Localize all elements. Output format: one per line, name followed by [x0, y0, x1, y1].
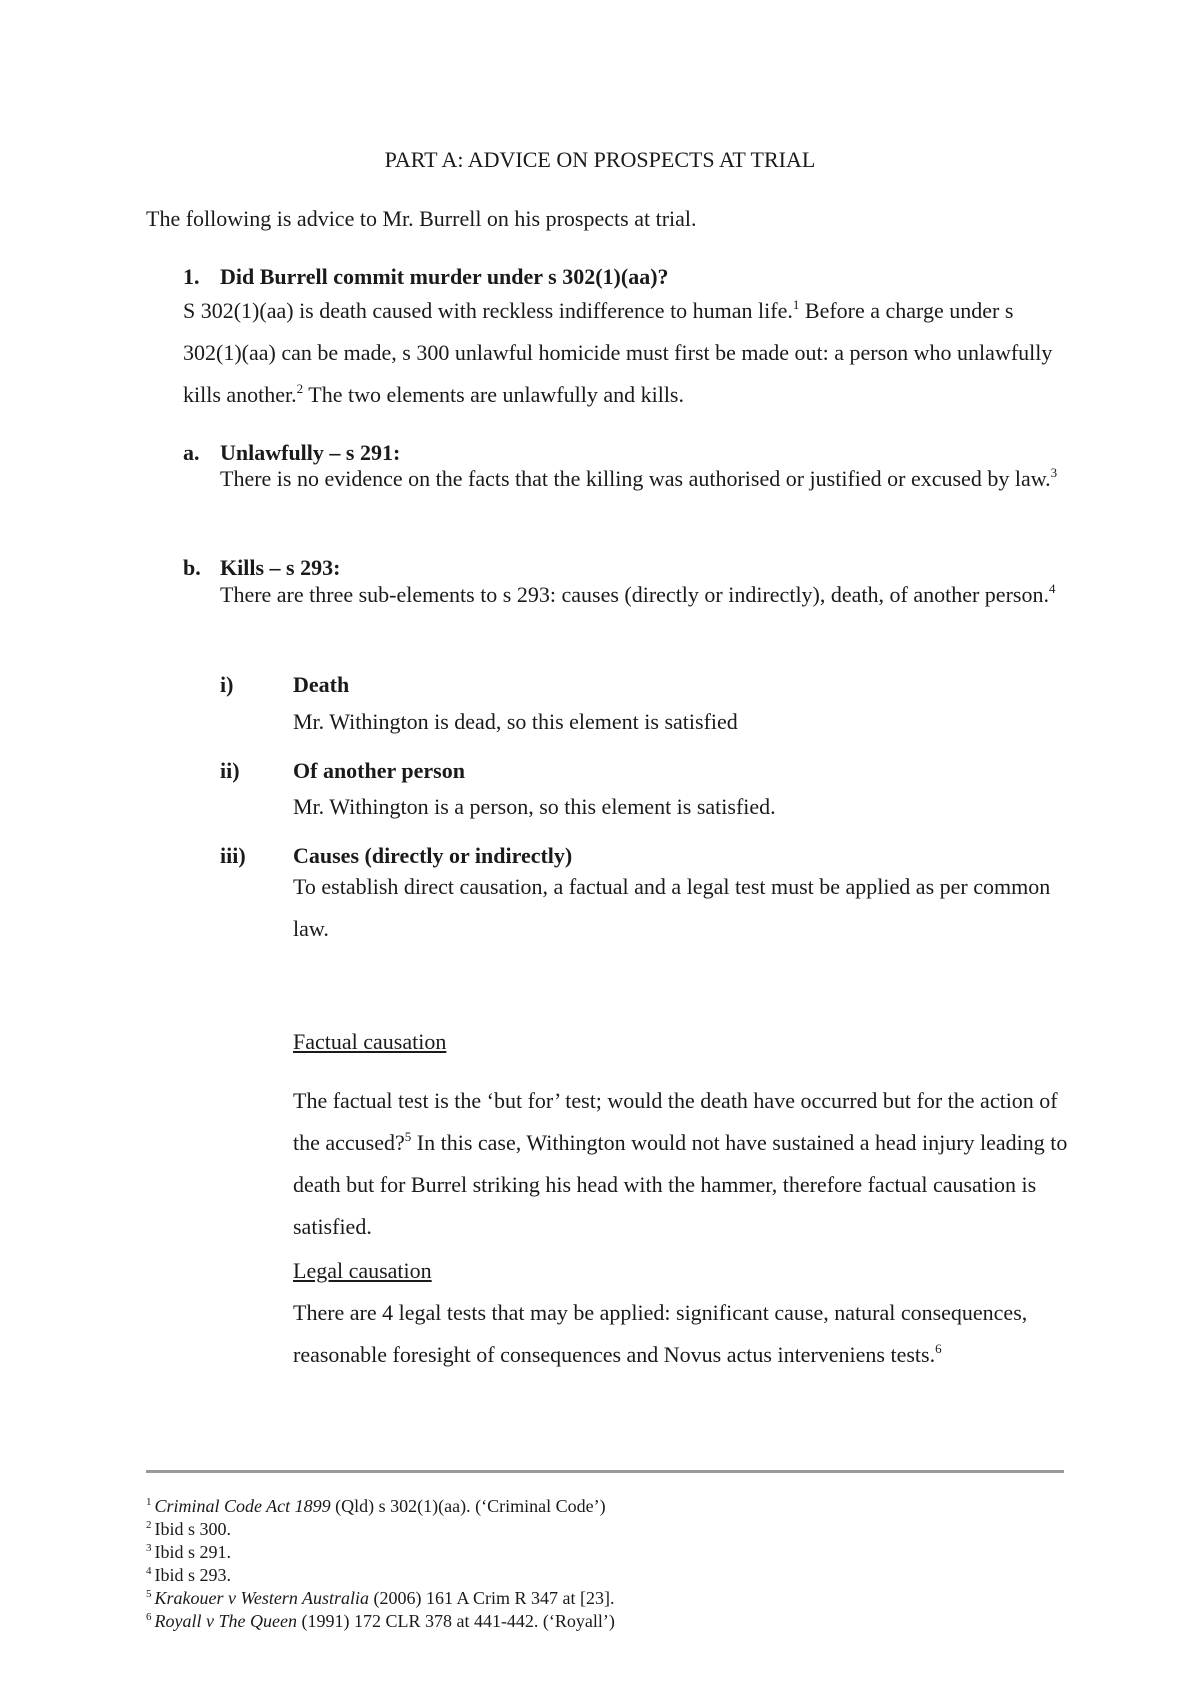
footnote-5-text: (2006) 161 A Crim R 347 at [23].: [369, 1588, 615, 1608]
paragraph-1-text-b: Before a charge under s 302(1)(aa) can be made, s 300 unlawful homicide must first be made out: a person who unlawfully kills another.: [183, 298, 1053, 407]
footnote-3: [146, 1541, 231, 1564]
footnote-1-text: (Qld) s 302(1)(aa). (‘Criminal Code’): [330, 1496, 606, 1516]
roman-ii-numeral: ii): [220, 758, 240, 783]
footnote-2: [146, 1518, 231, 1541]
footnote-6-number: 6: [146, 1611, 152, 1623]
footnote-4-text: Ibid s 293.: [154, 1565, 231, 1585]
factual-text-b: In this case, Withington would not have sustained a head injury leading to death but for Burrel striking his head with the hammer, therefore factual causation is satisfied.: [293, 1130, 1068, 1239]
footnote-1: [146, 1495, 606, 1518]
footnote-3-number: 3: [146, 1542, 152, 1554]
legal-causation-heading: Legal causation: [293, 1258, 432, 1283]
factual-causation-body: [293, 1080, 1073, 1248]
footnote-6: [146, 1610, 615, 1633]
factual-text-a: The factual test is the ‘but for’ test; would the death have occurred but for the action of the accused?: [293, 1088, 1058, 1155]
footnote-2-number: 2: [146, 1519, 152, 1531]
footnote-5-title: Krakouer v Western Australia: [154, 1588, 369, 1608]
factual-causation-heading: Factual causation: [293, 1029, 447, 1054]
roman-iii-body: To establish direct causation, a factual and a legal test must be applied as per common law.: [293, 874, 1051, 941]
roman-i-numeral: i): [220, 672, 234, 697]
sub-a-text: There is no evidence on the facts that the killing was authorised or justified or excused by law.: [220, 466, 1051, 491]
paragraph-1-text-a: S 302(1)(aa) is death caused with reckless indifference to human life.: [183, 298, 793, 323]
footnote-ref-4[interactable]: 4: [1048, 581, 1056, 596]
footnote-5: [146, 1587, 615, 1610]
footnote-4: [146, 1564, 231, 1587]
footnote-5-number: 5: [146, 1588, 152, 1600]
footnote-ref-2[interactable]: 2: [296, 381, 304, 396]
legal-causation-body: [293, 1292, 1073, 1376]
footnote-6-title: Royall v The Queen: [154, 1611, 297, 1631]
question-heading: Did Burrell commit murder under s 302(1)(aa)?: [220, 264, 669, 289]
paragraph-1: [183, 290, 1063, 416]
footnote-3-text: Ibid s 291.: [154, 1542, 231, 1562]
page-title: PART A: ADVICE ON PROSPECTS AT TRIAL: [384, 147, 816, 172]
roman-ii-heading: Of another person: [293, 758, 465, 783]
footnote-separator: [146, 1470, 1064, 1473]
roman-ii-body: Mr. Withington is a person, so this element is satisfied.: [293, 794, 776, 819]
sub-a-heading: Unlawfully – s 291:: [220, 440, 401, 465]
footnote-ref-1[interactable]: 1: [792, 297, 800, 312]
paragraph-1-text-c: The two elements are unlawfully and kills.: [303, 382, 684, 407]
footnote-1-number: 1: [146, 1496, 152, 1508]
footnote-6-text: (1991) 172 CLR 378 at 441-442. (‘Royall’): [296, 1611, 615, 1631]
sub-b-letter: b.: [183, 555, 201, 580]
footnote-ref-3[interactable]: 3: [1050, 465, 1058, 480]
sub-b-text: There are three sub-elements to s 293: causes (directly or indirectly), death, of another person.: [220, 582, 1049, 607]
footnote-2-text: Ibid s 300.: [154, 1519, 231, 1539]
sub-a-body: [220, 458, 1080, 500]
sub-b-heading: Kills – s 293:: [220, 555, 341, 580]
footnote-1-title: Criminal Code Act 1899: [154, 1496, 331, 1516]
footnote-ref-5[interactable]: 5: [404, 1129, 412, 1144]
sub-b-body: [220, 574, 1080, 616]
question-number: 1.: [183, 264, 200, 289]
intro-paragraph: The following is advice to Mr. Burrell on his prospects at trial.: [146, 206, 697, 231]
footnote-4-number: 4: [146, 1565, 152, 1577]
footnote-ref-6[interactable]: 6: [935, 1341, 942, 1356]
roman-i-heading: Death: [293, 672, 350, 697]
roman-iii-numeral: iii): [220, 843, 246, 868]
roman-i-body: Mr. Withington is dead, so this element is satisfied: [293, 709, 738, 734]
roman-iii-heading: Causes (directly or indirectly): [293, 843, 573, 868]
legal-text: There are 4 legal tests that may be applied: significant cause, natural consequences, reasonable foresight of consequences and Novus actus interveniens tests.: [293, 1300, 1028, 1367]
sub-a-letter: a.: [183, 440, 200, 465]
